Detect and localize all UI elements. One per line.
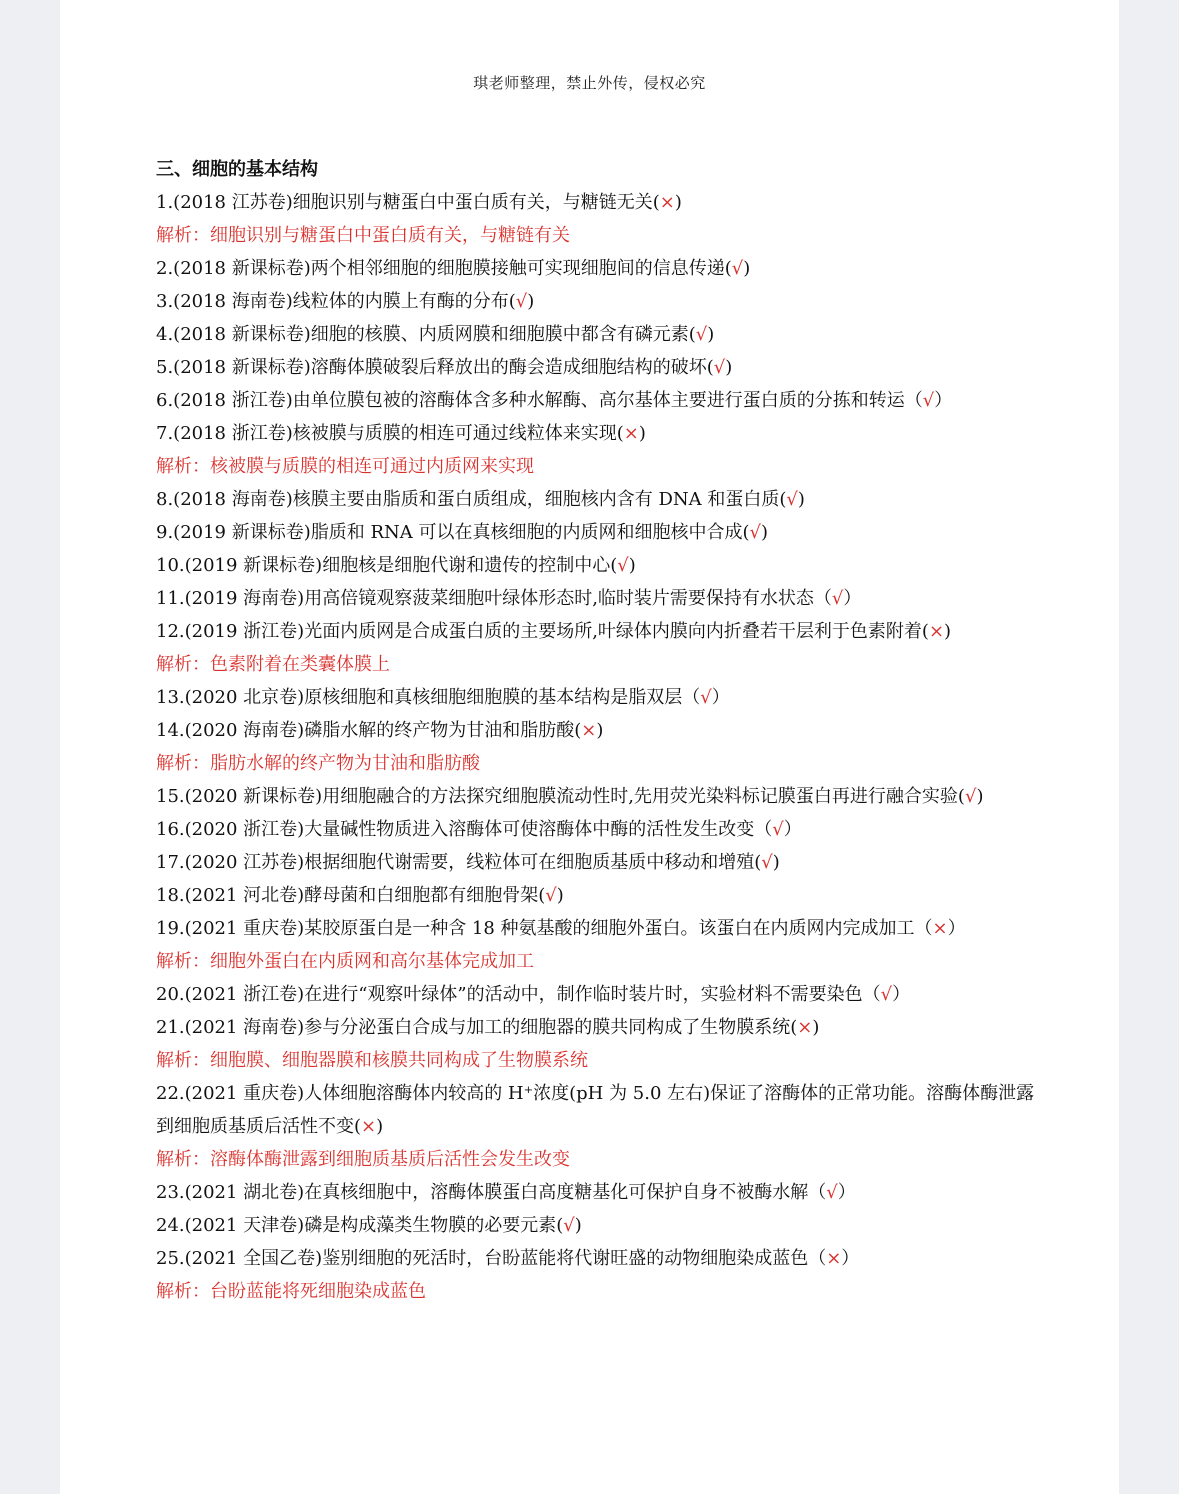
question-text: 23.(2021 湖北卷)在真核细胞中，溶酶体膜蛋白高度糖基化可保护自身不被酶水解（ (156, 1182, 827, 1203)
closing-paren: ） (783, 819, 802, 840)
correct-mark: √ (713, 357, 726, 378)
question-text: 9.(2019 新课标卷)脂质和 RNA 可以在真核细胞的内质网和细胞核中合成( (156, 522, 750, 543)
question-item (156, 846, 1036, 879)
correct-mark: √ (563, 1215, 575, 1236)
closing-paren: ) (743, 258, 751, 279)
correct-mark: √ (772, 819, 784, 840)
question-text: 21.(2021 海南卷)参与分泌蛋白合成与加工的细胞器的膜共同构成了生物膜系统( (156, 1017, 798, 1038)
question-item (156, 879, 1036, 912)
question-text: 2.(2018 新课标卷)两个相邻细胞的细胞膜接触可实现细胞间的信息传递( (156, 258, 732, 279)
question-item (156, 417, 1036, 450)
question-text: 18.(2021 河北卷)酵母菌和白细胞都有细胞骨架( (156, 885, 546, 906)
question-text: 20.(2021 浙江卷)在进行“观察叶绿体”的活动中，制作临时装片时，实验材料不需要染色（ (156, 984, 881, 1005)
question-item (156, 1209, 1036, 1242)
correct-mark: √ (731, 258, 744, 279)
closing-paren: ） (843, 588, 862, 609)
wrong-mark: × (797, 1017, 813, 1038)
closing-paren: ) (596, 720, 604, 741)
analysis-note: 解析：核被膜与质膜的相连可通过内质网来实现 (156, 456, 534, 477)
question-text: 17.(2020 江苏卷)根据细胞代谢需要，线粒体可在细胞质基质中移动和增殖( (156, 852, 762, 873)
correct-mark: √ (749, 522, 761, 543)
correct-mark: √ (880, 984, 893, 1005)
analysis-note: 解析：色素附着在类囊体膜上 (156, 654, 390, 675)
page-header: 琪老师整理，禁止外传，侵权必究 (473, 74, 706, 92)
correct-mark: √ (695, 324, 708, 345)
wrong-mark: × (659, 192, 675, 213)
closing-paren: ) (628, 555, 636, 576)
question-item (156, 582, 1036, 615)
question-text: 14.(2020 海南卷)磷脂水解的终产物为甘油和脂肪酸( (156, 720, 582, 741)
analysis-note: 解析：溶酶体酶泄露到细胞质基质后活性会发生改变 (156, 1149, 570, 1170)
question-item (156, 186, 1036, 219)
closing-paren: ) (527, 291, 535, 312)
question-item (156, 384, 1036, 417)
question-item (156, 714, 1036, 747)
closing-paren: ) (674, 192, 682, 213)
wrong-mark: × (361, 1116, 377, 1137)
closing-paren: ） (841, 1248, 860, 1269)
closing-paren: ) (556, 885, 564, 906)
document-page (60, 0, 1119, 1494)
correct-mark: √ (922, 390, 935, 411)
correct-mark: √ (826, 1182, 838, 1203)
question-item (156, 252, 1036, 285)
wrong-mark: × (826, 1248, 842, 1269)
correct-mark: √ (964, 786, 977, 807)
question-item (156, 615, 1036, 648)
closing-paren: ) (638, 423, 646, 444)
question-text: 10.(2019 新课标卷)细胞核是细胞代谢和遗传的控制中心( (156, 555, 618, 576)
correct-mark: √ (786, 489, 798, 510)
wrong-mark: × (928, 621, 945, 642)
wrong-mark: × (932, 918, 948, 939)
question-text: 1.(2018 江苏卷)细胞识别与糖蛋白中蛋白质有关，与糖链无关( (156, 192, 660, 213)
correct-mark: √ (515, 291, 528, 312)
question-item (156, 1176, 1036, 1209)
question-item (156, 285, 1036, 318)
question-text: 24.(2021 天津卷)磷是构成藻类生物膜的必要元素( (156, 1215, 564, 1236)
closing-paren: ） (711, 687, 730, 708)
closing-paren: ) (376, 1116, 384, 1137)
correct-mark: √ (617, 555, 629, 576)
closing-paren: ） (947, 918, 966, 939)
closing-paren: ） (837, 1182, 856, 1203)
question-text: 8.(2018 海南卷)核膜主要由脂质和蛋白质组成，细胞核内含有 DNA 和蛋白质( (156, 489, 787, 510)
question-item (156, 978, 1036, 1011)
closing-paren: ) (772, 852, 780, 873)
correct-mark: √ (545, 885, 557, 906)
question-text: 15.(2020 新课标卷)用细胞融合的方法探究细胞膜流动性时,先用荧光染料标记膜蛋白再进行融合实验( (156, 786, 965, 807)
question-item (156, 351, 1036, 384)
wrong-mark: × (581, 720, 597, 741)
question-item (156, 780, 1036, 813)
question-text: 13.(2020 北京卷)原核细胞和真核细胞细胞膜的基本结构是脂双层（ (156, 687, 701, 708)
analysis-note: 解析：细胞外蛋白在内质网和高尔基体完成加工 (156, 951, 534, 972)
closing-paren: ) (574, 1215, 582, 1236)
analysis-note: 解析：台盼蓝能将死细胞染成蓝色 (156, 1281, 426, 1302)
closing-paren: ） (934, 390, 953, 411)
closing-paren: ） (892, 984, 911, 1005)
closing-paren: ) (761, 522, 769, 543)
closing-paren: ) (725, 357, 733, 378)
question-text: 19.(2021 重庆卷)某胶原蛋白是一种含 18 种氨基酸的细胞外蛋白。该蛋白在内质网内完成加工（ (156, 918, 933, 939)
section-title: 三、细胞的基本结构 (156, 159, 318, 180)
question-text: 7.(2018 浙江卷)核被膜与质膜的相连可通过线粒体来实现( (156, 423, 624, 444)
question-item (156, 1077, 1036, 1143)
correct-mark: √ (831, 588, 844, 609)
question-item (156, 912, 1036, 945)
closing-paren: ) (812, 1017, 820, 1038)
analysis-note: 解析：细胞识别与糖蛋白中蛋白质有关，与糖链有关 (156, 225, 570, 246)
question-item (156, 516, 1036, 549)
question-text: 5.(2018 新课标卷)溶酶体膜破裂后释放出的酶会造成细胞结构的破坏( (156, 357, 714, 378)
question-text: 12.(2019 浙江卷)光面内质网是合成蛋白质的主要场所,叶绿体内膜向内折叠若干层利于色素附着( (156, 621, 929, 642)
question-item (156, 549, 1036, 582)
question-item (156, 1011, 1036, 1044)
question-text: 22.(2021 重庆卷)人体细胞溶酶体内较高的 H⁺浓度(pH 为 5.0 左右)保证了溶酶体的正常功能。溶酶体酶泄露到细胞质基质后活性不变( (156, 1083, 1035, 1137)
question-text: 11.(2019 海南卷)用高倍镜观察菠菜细胞叶绿体形态时,临时装片需要保持有水状态（ (156, 588, 832, 609)
analysis-note: 解析：细胞膜、细胞器膜和核膜共同构成了生物膜系统 (156, 1050, 588, 1071)
question-item (156, 681, 1036, 714)
question-text: 16.(2020 浙江卷)大量碱性物质进入溶酶体可使溶酶体中酶的活性发生改变（ (156, 819, 773, 840)
question-item (156, 318, 1036, 351)
wrong-mark: × (623, 423, 639, 444)
question-item (156, 483, 1036, 516)
document-content (156, 153, 1036, 1308)
closing-paren: ) (944, 621, 952, 642)
closing-paren: ) (707, 324, 715, 345)
question-text: 4.(2018 新课标卷)细胞的核膜、内质网膜和细胞膜中都含有磷元素( (156, 324, 696, 345)
correct-mark: √ (761, 852, 773, 873)
closing-paren: ) (976, 786, 984, 807)
closing-paren: ) (797, 489, 805, 510)
question-item (156, 1242, 1036, 1275)
question-text: 6.(2018 浙江卷)由单位膜包被的溶酶体含多种水解酶、高尔基体主要进行蛋白质的分拣和转运（ (156, 390, 923, 411)
correct-mark: √ (700, 687, 712, 708)
question-text: 25.(2021 全国乙卷)鉴别细胞的死活时，台盼蓝能将代谢旺盛的动物细胞染成蓝色（ (156, 1248, 827, 1269)
question-text: 3.(2018 海南卷)线粒体的内膜上有酶的分布( (156, 291, 516, 312)
question-item (156, 813, 1036, 846)
analysis-note: 解析：脂肪水解的终产物为甘油和脂肪酸 (156, 753, 480, 774)
